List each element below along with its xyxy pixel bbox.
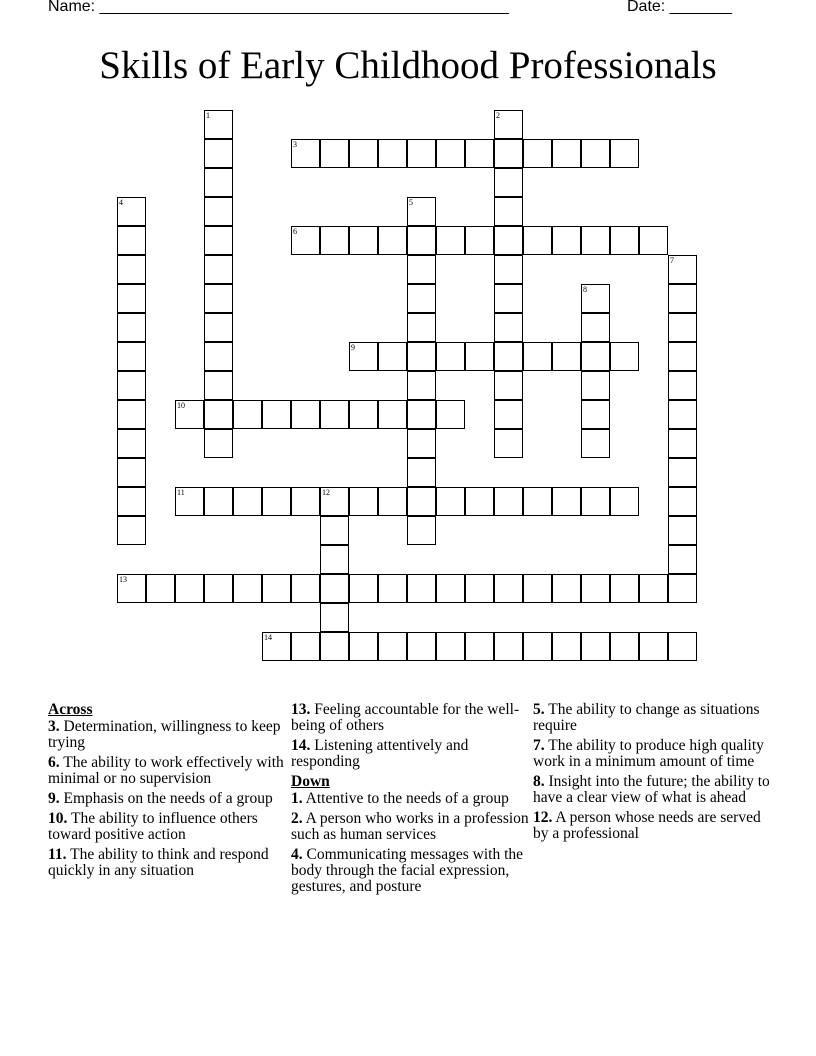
clue-across-3: 3. Determination, willingness to keep trying	[48, 718, 281, 751]
crossword-cell[interactable]	[407, 342, 436, 371]
crossword-cell[interactable]	[291, 139, 320, 168]
clue-down-5: 5. The ability to change as situations require	[533, 701, 760, 734]
crossword-cell[interactable]	[668, 429, 697, 458]
clue-down-1: 1. Attentive to the needs of a group	[291, 790, 509, 807]
clue-number-label: 5	[409, 198, 413, 207]
crossword-cell[interactable]	[436, 139, 465, 168]
crossword-cell[interactable]	[204, 255, 233, 284]
crossword-cell[interactable]	[581, 371, 610, 400]
crossword-cell[interactable]	[204, 110, 233, 139]
crossword-cell[interactable]	[494, 168, 523, 197]
crossword-cell[interactable]	[291, 226, 320, 255]
crossword-cell[interactable]	[523, 632, 552, 661]
crossword-cell[interactable]	[117, 371, 146, 400]
crossword-cell[interactable]	[494, 284, 523, 313]
crossword-cell[interactable]	[204, 313, 233, 342]
crossword-cell[interactable]	[117, 342, 146, 371]
crossword-cell[interactable]	[117, 574, 146, 603]
clue-number-label: 1	[206, 111, 210, 120]
clue-across-14: 14. Listening attentively and responding	[291, 737, 469, 770]
crossword-cell[interactable]	[668, 632, 697, 661]
crossword-cell[interactable]	[581, 139, 610, 168]
crossword-cell[interactable]	[233, 574, 262, 603]
crossword-cell[interactable]	[639, 226, 668, 255]
clue-number-label: 10	[177, 401, 185, 410]
clue-number-label: 13	[119, 575, 127, 584]
page-title: Skills of Early Childhood Professionals	[99, 44, 717, 87]
crossword-cell[interactable]	[320, 139, 349, 168]
crossword-cell[interactable]	[465, 574, 494, 603]
crossword-cell[interactable]	[349, 139, 378, 168]
crossword-cell[interactable]	[117, 429, 146, 458]
crossword-cell[interactable]	[494, 139, 523, 168]
crossword-cell[interactable]	[668, 516, 697, 545]
crossword-cell[interactable]	[494, 255, 523, 284]
crossword-cell[interactable]	[668, 487, 697, 516]
crossword-cell[interactable]	[494, 342, 523, 371]
crossword-cell[interactable]	[204, 371, 233, 400]
crossword-cell[interactable]	[320, 487, 349, 516]
clue-number-label: 8	[583, 285, 587, 294]
crossword-cell[interactable]	[117, 197, 146, 226]
crossword-cell[interactable]	[378, 487, 407, 516]
crossword-cell[interactable]	[465, 487, 494, 516]
crossword-cell[interactable]	[494, 371, 523, 400]
crossword-cell[interactable]	[291, 400, 320, 429]
crossword-cell[interactable]	[610, 574, 639, 603]
crossword-cell[interactable]	[117, 313, 146, 342]
crossword-cell[interactable]	[407, 284, 436, 313]
crossword-cell[interactable]	[175, 574, 204, 603]
date-field-label[interactable]: Date: _______	[627, 0, 732, 15]
crossword-cell[interactable]	[523, 487, 552, 516]
crossword-cell[interactable]	[117, 487, 146, 516]
crossword-cell[interactable]	[175, 400, 204, 429]
clue-across-13: 13. Feeling accountable for the well-being of others	[291, 701, 520, 734]
crossword-cell[interactable]	[436, 400, 465, 429]
crossword-cell[interactable]	[378, 574, 407, 603]
crossword-cell[interactable]	[639, 574, 668, 603]
crossword-cell[interactable]	[581, 632, 610, 661]
crossword-cell[interactable]	[610, 487, 639, 516]
crossword-cell[interactable]	[668, 371, 697, 400]
clue-down-8: 8. Insight into the future; the ability to have a clear view of what is ahead	[533, 773, 770, 806]
crossword-cell[interactable]	[581, 284, 610, 313]
crossword-cell[interactable]	[494, 226, 523, 255]
crossword-cell[interactable]	[494, 110, 523, 139]
crossword-cell[interactable]	[349, 400, 378, 429]
crossword-cell[interactable]	[204, 429, 233, 458]
crossword-cell[interactable]	[262, 400, 291, 429]
crossword-cell[interactable]	[610, 342, 639, 371]
clue-number-label: 6	[293, 227, 297, 236]
crossword-cell[interactable]	[407, 226, 436, 255]
clue-across-6: 6. The ability to work effectively with minimal or no supervision	[48, 754, 284, 787]
crossword-cell[interactable]	[349, 487, 378, 516]
crossword-cell[interactable]	[436, 574, 465, 603]
crossword-cell[interactable]	[523, 342, 552, 371]
crossword-cell[interactable]	[668, 284, 697, 313]
crossword-cell[interactable]	[204, 400, 233, 429]
crossword-cell[interactable]	[204, 139, 233, 168]
crossword-cell[interactable]	[494, 574, 523, 603]
clue-number-label: 12	[322, 488, 330, 497]
crossword-cell[interactable]	[233, 487, 262, 516]
crossword-cell[interactable]	[204, 226, 233, 255]
crossword-cell[interactable]	[262, 487, 291, 516]
crossword-cell[interactable]	[465, 632, 494, 661]
crossword-cell[interactable]	[552, 487, 581, 516]
crossword-cell[interactable]	[117, 458, 146, 487]
crossword-cell[interactable]	[407, 487, 436, 516]
crossword-cell[interactable]	[407, 371, 436, 400]
crossword-cell[interactable]	[610, 139, 639, 168]
crossword-cell[interactable]	[378, 342, 407, 371]
crossword-cell[interactable]	[407, 458, 436, 487]
crossword-cell[interactable]	[349, 632, 378, 661]
crossword-cell[interactable]	[407, 313, 436, 342]
crossword-cell[interactable]	[552, 226, 581, 255]
crossword-cell[interactable]	[175, 487, 204, 516]
crossword-cell[interactable]	[204, 168, 233, 197]
down-heading: Down	[291, 773, 330, 790]
clue-number-label: 2	[496, 111, 500, 120]
crossword-cell[interactable]	[378, 400, 407, 429]
clue-number-label: 11	[177, 488, 185, 497]
across-heading: Across	[48, 701, 93, 718]
crossword-cell[interactable]	[552, 574, 581, 603]
crossword-cell[interactable]	[378, 632, 407, 661]
crossword-cell[interactable]	[668, 458, 697, 487]
crossword-cell[interactable]	[349, 574, 378, 603]
crossword-cell[interactable]	[523, 139, 552, 168]
crossword-cell[interactable]	[146, 574, 175, 603]
crossword-cell[interactable]	[581, 400, 610, 429]
crossword-cell[interactable]	[349, 342, 378, 371]
crossword-cell[interactable]	[668, 313, 697, 342]
crossword-cell[interactable]	[465, 139, 494, 168]
clue-across-10: 10. The ability to influence others toward positive action	[48, 810, 258, 843]
crossword-cell[interactable]	[204, 197, 233, 226]
clues-column-1	[48, 702, 286, 883]
crossword-cell[interactable]	[668, 545, 697, 574]
clue-down-12: 12. A person whose needs are served by a professional	[533, 809, 761, 842]
crossword-cell[interactable]	[465, 226, 494, 255]
crossword-cell[interactable]	[581, 226, 610, 255]
crossword-cell[interactable]	[581, 313, 610, 342]
crossword-cell[interactable]	[291, 632, 320, 661]
crossword-cell[interactable]	[610, 226, 639, 255]
crossword-cell[interactable]	[320, 400, 349, 429]
crossword-cell[interactable]	[552, 342, 581, 371]
crossword-cell[interactable]	[262, 574, 291, 603]
crossword-cell[interactable]	[436, 226, 465, 255]
crossword-cell[interactable]	[494, 197, 523, 226]
crossword-cell[interactable]	[407, 197, 436, 226]
name-field-label[interactable]: Name: ______________________________________________	[48, 0, 509, 15]
crossword-cell[interactable]	[581, 487, 610, 516]
crossword-cell[interactable]	[523, 574, 552, 603]
clue-down-2: 2. A person who works in a profession such as human services	[291, 810, 529, 843]
crossword-cell[interactable]	[436, 342, 465, 371]
crossword-cell[interactable]	[117, 226, 146, 255]
crossword-cell[interactable]	[668, 400, 697, 429]
crossword-cell[interactable]	[378, 226, 407, 255]
crossword-cell[interactable]	[320, 632, 349, 661]
crossword-cell[interactable]	[668, 342, 697, 371]
clues-column-3	[533, 702, 771, 846]
clue-down-4: 4. Communicating messages with the body through the facial expression, gestures, and posture	[291, 846, 524, 895]
crossword-cell[interactable]	[610, 632, 639, 661]
crossword-cell[interactable]	[204, 487, 233, 516]
crossword-cell[interactable]	[494, 429, 523, 458]
crossword-cell[interactable]	[320, 603, 349, 632]
crossword-cell[interactable]	[407, 574, 436, 603]
crossword-cell[interactable]	[291, 574, 320, 603]
crossword-cell[interactable]	[407, 139, 436, 168]
crossword-cell[interactable]	[349, 226, 378, 255]
crossword-cell[interactable]	[262, 632, 291, 661]
crossword-cell[interactable]	[407, 516, 436, 545]
crossword-cell[interactable]	[117, 284, 146, 313]
crossword-cell[interactable]	[494, 632, 523, 661]
crossword-cell[interactable]	[465, 342, 494, 371]
crossword-cell[interactable]	[494, 313, 523, 342]
crossword-cell[interactable]	[291, 487, 320, 516]
crossword-cell[interactable]	[436, 632, 465, 661]
crossword-cell[interactable]	[407, 632, 436, 661]
clues-column-2	[291, 702, 529, 899]
crossword-cell[interactable]	[378, 139, 407, 168]
crossword-cell[interactable]	[639, 632, 668, 661]
clue-number-label: 7	[670, 256, 674, 265]
crossword-cell[interactable]	[117, 255, 146, 284]
crossword-cell[interactable]	[117, 516, 146, 545]
crossword-cell[interactable]	[233, 400, 262, 429]
crossword-cell[interactable]	[320, 226, 349, 255]
crossword-cell[interactable]	[552, 632, 581, 661]
crossword-cell[interactable]	[494, 400, 523, 429]
crossword-cell[interactable]	[117, 400, 146, 429]
crossword-cell[interactable]	[407, 400, 436, 429]
crossword-cell[interactable]	[320, 545, 349, 574]
clue-number-label: 3	[293, 140, 297, 149]
crossword-cell[interactable]	[523, 226, 552, 255]
crossword-cell[interactable]	[204, 284, 233, 313]
crossword-cell[interactable]	[407, 255, 436, 284]
crossword-cell[interactable]	[668, 255, 697, 284]
crossword-cell[interactable]	[436, 487, 465, 516]
clue-across-11: 11. The ability to think and respond quickly in any situation	[48, 846, 269, 879]
clue-number-label: 9	[351, 343, 355, 352]
crossword-cell[interactable]	[581, 574, 610, 603]
crossword-cell[interactable]	[204, 574, 233, 603]
crossword-cell[interactable]	[581, 342, 610, 371]
crossword-cell[interactable]	[668, 574, 697, 603]
crossword-cell[interactable]	[320, 574, 349, 603]
clue-down-7: 7. The ability to produce high quality work in a minimum amount of time	[533, 737, 764, 770]
crossword-cell[interactable]	[407, 429, 436, 458]
clue-across-9: 9. Emphasis on the needs of a group	[48, 790, 273, 807]
crossword-cell[interactable]	[494, 487, 523, 516]
crossword-cell[interactable]	[320, 516, 349, 545]
clue-number-label: 14	[264, 633, 272, 642]
crossword-cell[interactable]	[581, 429, 610, 458]
clue-number-label: 4	[119, 198, 123, 207]
crossword-cell[interactable]	[552, 139, 581, 168]
crossword-cell[interactable]	[204, 342, 233, 371]
